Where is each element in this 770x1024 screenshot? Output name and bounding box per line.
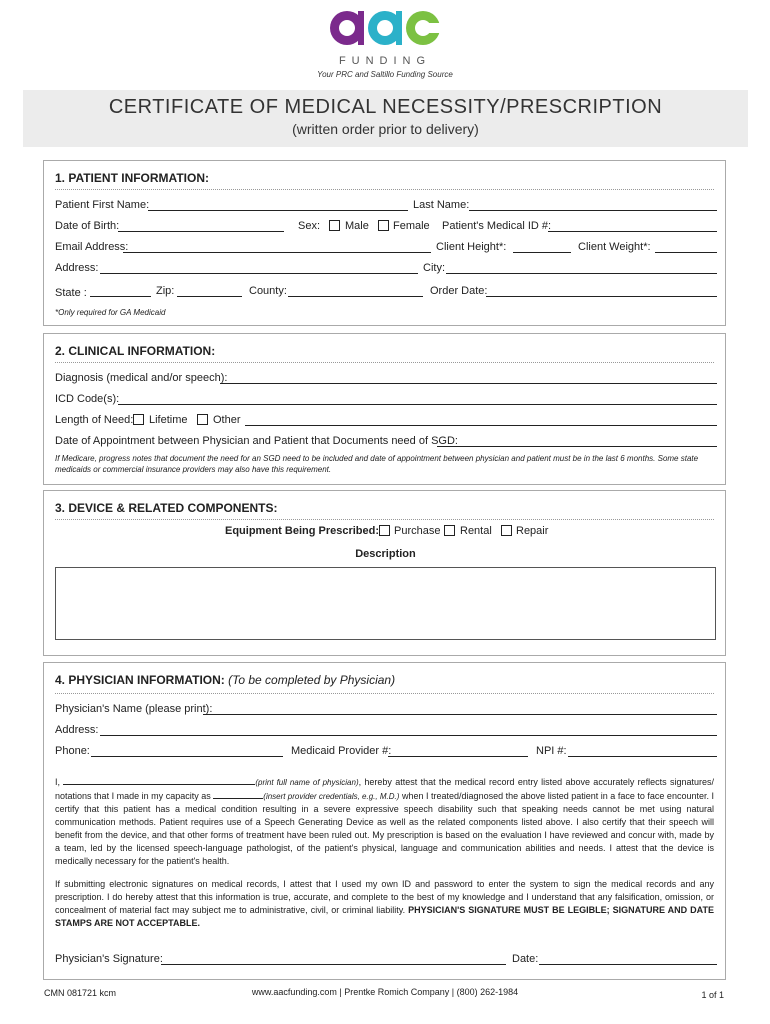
electronic-signature-paragraph	[55, 878, 714, 930]
label-city: City:	[423, 262, 445, 274]
label-physician-address: Address:	[55, 724, 99, 736]
esign-bold-text: PHYSICIAN'S SIGNATURE MUST BE LEGIBLE; SIGNATURE AND DATE STAMPS ARE NOT ACCEPTABLE.	[55, 905, 714, 928]
county-field[interactable]	[288, 285, 423, 297]
label-last-name: Last Name:	[413, 199, 470, 211]
address-field[interactable]	[100, 262, 418, 274]
label-weight: Client Weight*:	[578, 241, 651, 253]
page-number: 1 of 1	[701, 990, 724, 1000]
dob-field[interactable]	[118, 220, 284, 232]
label-sex: Sex:	[298, 220, 321, 232]
label-height: Client Height*:	[436, 241, 507, 253]
label-signature: Physician's Signature:	[55, 953, 163, 965]
divider	[55, 519, 714, 520]
label-rental: Rental	[460, 525, 492, 537]
divider	[55, 189, 714, 190]
physician-address-field[interactable]	[100, 724, 717, 736]
form-subtitle: (written order prior to delivery)	[292, 121, 479, 137]
other-checkbox[interactable]	[197, 414, 208, 425]
label-address: Address:	[55, 262, 99, 274]
label-state: State :	[55, 287, 87, 299]
zip-field[interactable]	[177, 285, 242, 297]
height-field[interactable]	[513, 241, 571, 253]
label-female: Female	[393, 220, 430, 232]
label-medical-id: Patient's Medical ID #:	[442, 220, 552, 232]
email-field[interactable]	[123, 241, 431, 253]
other-length-field[interactable]	[245, 414, 717, 426]
credentials-field[interactable]	[213, 789, 263, 799]
footer-contact: www.aacfunding.com | Prentke Romich Company | (800) 262-1984	[251, 987, 519, 997]
attestation-paragraph	[55, 775, 714, 868]
medicare-note: If Medicare, progress notes that document the need for an SGD need to be included and date of appointment between physician and patient must be in the last 6 months. Some state medicaids or commercial insurance providers may also have this requirement.	[55, 454, 699, 474]
phone-field[interactable]	[91, 745, 283, 757]
lifetime-checkbox[interactable]	[133, 414, 144, 425]
label-other: Other	[213, 414, 241, 426]
aac-funding-logo	[0, 6, 770, 70]
female-checkbox[interactable]	[378, 220, 389, 231]
purchase-checkbox[interactable]	[379, 525, 390, 536]
attest-text-1: , hereby attest that the medical record entry listed above accurately reflects signatures/	[358, 777, 714, 787]
order-date-field[interactable]	[486, 285, 717, 297]
label-physician-name: Physician's Name (please print):	[55, 703, 213, 715]
physician-name-field[interactable]	[203, 703, 717, 715]
patient-information-section	[43, 160, 726, 326]
attest-i: I,	[55, 777, 61, 787]
city-field[interactable]	[446, 262, 717, 274]
tagline: Your PRC and Saltillo Funding Source	[317, 70, 453, 79]
print-name-hint: (print full name of physician)	[255, 778, 359, 787]
medicaid-provider-field[interactable]	[388, 745, 528, 757]
label-purchase: Purchase	[394, 525, 441, 537]
label-diagnosis: Diagnosis (medical and/or speech):	[55, 372, 228, 384]
physician-information-section	[43, 662, 726, 980]
svg-text:FUNDING: FUNDING	[338, 55, 432, 67]
appointment-date-field[interactable]	[437, 435, 717, 447]
label-first-name: Patient First Name:	[55, 199, 150, 211]
label-appointment-date: Date of Appointment between Physician and Patient that Documents need of SGD:	[55, 435, 458, 447]
section-heading: 4. PHYSICIAN INFORMATION:	[55, 673, 225, 687]
form-title: CERTIFICATE OF MEDICAL NECESSITY/PRESCRIPTION	[108, 96, 663, 118]
label-dob: Date of Birth:	[55, 220, 120, 232]
repair-checkbox[interactable]	[501, 525, 512, 536]
first-name-field[interactable]	[148, 199, 408, 211]
label-npi: NPI #:	[536, 745, 567, 757]
label-phone: Phone:	[55, 745, 90, 757]
divider	[55, 693, 714, 694]
label-order-date: Order Date:	[430, 285, 488, 297]
label-zip: Zip:	[156, 285, 175, 297]
label-lifetime: Lifetime	[149, 414, 188, 426]
description-heading: Description	[355, 548, 416, 560]
clinical-information-section	[43, 333, 726, 485]
title-banner	[23, 90, 748, 147]
label-equipment: Equipment Being Prescribed:	[225, 525, 380, 537]
attest-text-2: when I treated/diagnosed the above listed patient in a face to face encounter. I certify that this patient has a medical condition resulting in a severe expressive speech disability such that speaking needs cannot be met using natural communication methods. Patient requires use of a Speech Generating Device as well as the related components listed above. I also certify that their speech will benefit from the device, and that other forms of treatment have been ruled out. My prescription is based on the evaluation I have reviewed and concur with, made by a team, led by the licensed speech-language pathologist, of the patient's physical, language and communication abilities and needs. I attest that the device is medically necessary for the patient's health.	[55, 791, 714, 866]
label-length-of-need: Length of Need:	[55, 414, 134, 426]
label-date: Date:	[512, 953, 539, 965]
npi-field[interactable]	[568, 745, 717, 757]
section-heading: 3. DEVICE & RELATED COMPONENTS:	[55, 501, 278, 515]
ga-medicaid-note: *Only required for GA Medicaid	[55, 308, 166, 317]
section-heading: 1. PATIENT INFORMATION:	[55, 171, 209, 185]
diagnosis-field[interactable]	[220, 372, 717, 384]
print-name-field[interactable]	[63, 775, 255, 785]
aac-logo-mark	[325, 6, 445, 70]
attest-notations: notations that I made in my capacity as	[55, 791, 211, 801]
weight-field[interactable]	[655, 241, 717, 253]
section-heading-note: (To be completed by Physician)	[228, 673, 396, 687]
label-male: Male	[345, 220, 369, 232]
signature-field[interactable]	[161, 953, 506, 965]
label-medicaid-provider: Medicaid Provider #:	[291, 745, 392, 757]
state-field[interactable]	[90, 285, 151, 297]
medical-id-field[interactable]	[548, 220, 717, 232]
label-icd: ICD Code(s):	[55, 393, 120, 405]
last-name-field[interactable]	[469, 199, 717, 211]
label-email: Email Address:	[55, 241, 129, 253]
label-repair: Repair	[516, 525, 549, 537]
device-components-section	[43, 490, 726, 656]
esign-text: If submitting electronic signatures on medical records, I attest that I used my own ID and password to enter the system to sign the medical records and any prescription. I do hereby attest that this information is true, accurate, and complete to the best of my knowledge and I understand that any falsification, omission, or concealment of material fact may subject me to administrative, civil, or criminal liability.	[55, 879, 714, 915]
rental-checkbox[interactable]	[444, 525, 455, 536]
form-id: CMN 081721 kcm	[44, 988, 117, 998]
section-heading: 2. CLINICAL INFORMATION:	[55, 344, 216, 358]
divider	[55, 362, 714, 363]
description-box[interactable]	[55, 567, 716, 640]
signature-date-field[interactable]	[539, 953, 717, 965]
icd-field[interactable]	[118, 393, 717, 405]
credentials-hint: (insert provider credentials, e.g., M.D.)	[263, 792, 400, 801]
label-county: County:	[249, 285, 287, 297]
male-checkbox[interactable]	[329, 220, 340, 231]
